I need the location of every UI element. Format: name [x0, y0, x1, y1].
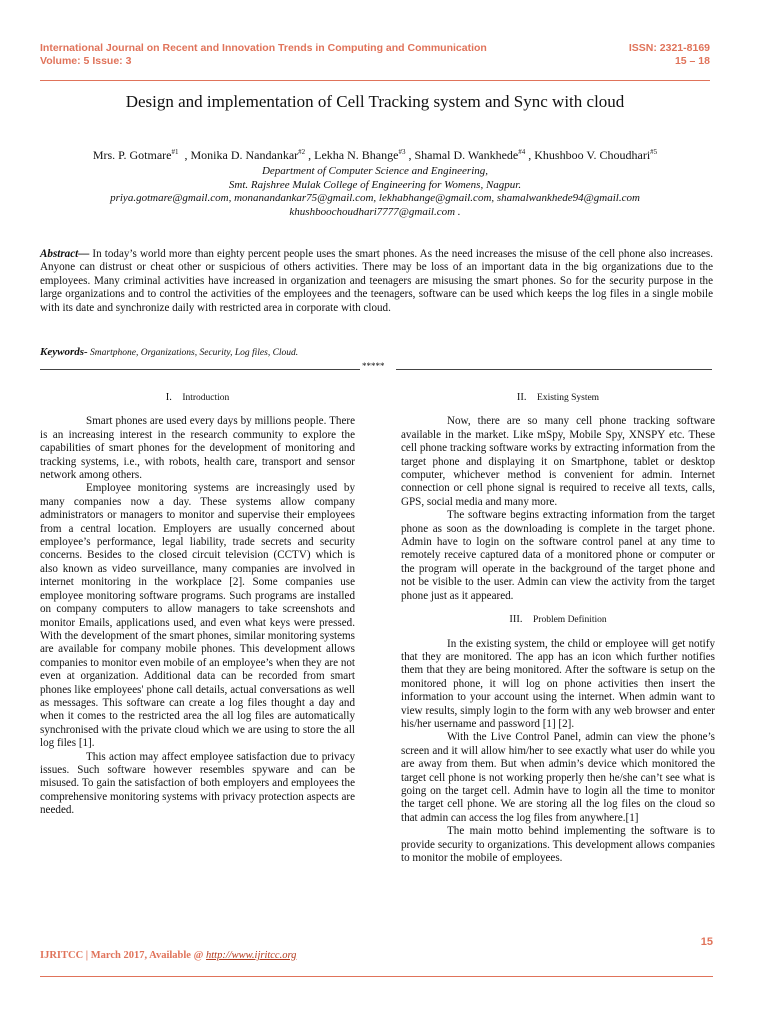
paragraph: Employee monitoring systems are increasingly used by many companies now a day. These systems allow company administrators or managers to monitor and supervise their employees from a central location. Employers are usually concerned about employee’s performance, legal liability, trade secrets and security concerns. Besides to the closed circuit television (CCTV) which is also known as video surveillance, many companies are involved in internet monitoring in the workplace [2]. Some companies use employee monitoring software programs. Such programs are installed on company computers to allow managers to take screenshots and monitor Emails, applications used, and even what keys were pressed. With the development of the smart phones, similar monitoring systems are available for company mobile phones. This development allows companies to monitor even mobile of an employee’s when they are not even at organization. Additional data can be recorded from smart phones like employees' phone call details, actual conversations as well as messages. This software can create a log files thought a day and when it comes to the restricted area the all log files are automatically synchronised with the private cloud which we are using to store the all log files [1]. — [40, 482, 355, 750]
journal-issn-block — [629, 42, 710, 68]
author-list: Mrs. P. Gotmare$^{\#1}$ , Monika D. Nandankar$^{\#2}$ , Lekha N. Bhange$^{\#3}$ , Shamal D. Wankhede$^{\#4}$ , Khushboo V. Choudhari$^{\#5}$ — [92, 148, 658, 162]
paragraph: In the existing system, the child or employee will get notify that they are monitored. The app has an icon which further notifies them that they are being monitored. After the software is setup on the monitored phone, it will log on phone activities then insert the information to your account using the internet. When admin want to view results, simply login to the form with any web browser and enter his/her username and password [1] [2]. — [401, 637, 715, 730]
paragraph: This action may affect employee satisfaction due to privacy issues. Such software however resembles spyware and can be misused. To gain the satisfaction of both employers and employees the comprehensive monitoring systems with privacy protection aspects are needed. — [40, 750, 355, 817]
section-heading-introduction — [40, 391, 355, 405]
section-separator — [40, 360, 712, 372]
author-name: Khushboo V. Choudhari — [534, 148, 651, 162]
abstract-label: Abstract— — [40, 248, 90, 260]
abstract — [40, 248, 713, 315]
journal-volume: Volume: 5 Issue: 3 — [40, 55, 132, 67]
emails-line-1: priya.gotmare@gmail.com, monanandankar75@gmail.com, lekhabhange@gmail.com, shamalwankhede94@gmail.com — [110, 192, 640, 204]
page-number: 15 — [700, 936, 713, 948]
author-name: Lekha N. Bhange — [314, 148, 399, 162]
footer-text: IJRITCC | March 2017, Available @ — [40, 950, 206, 961]
left-column — [40, 391, 355, 818]
page-footer — [40, 950, 296, 961]
section-number: I. — [165, 392, 172, 403]
footer-divider — [40, 976, 713, 977]
paper-title: Design and implementation of Cell Tracking system and Sync with cloud — [125, 92, 625, 111]
author-sup: #4 — [518, 148, 526, 156]
author-sup: #1 — [171, 148, 179, 156]
paragraph: The main motto behind implementing the software is to provide security to organizations. This development allows companies to monitor the mobile of employees. — [401, 825, 715, 864]
separator-stars: ***** — [362, 361, 385, 371]
keywords-text: Smartphone, Organizations, Security, Log files, Cloud. — [87, 348, 299, 358]
keywords — [40, 346, 710, 358]
author-name: Mrs. P. Gotmare — [92, 148, 172, 162]
author-name: Monika D. Nandankar — [190, 148, 299, 162]
separator-line-right — [396, 369, 712, 370]
affiliation-block — [40, 165, 710, 219]
emails-line-2: khushboochoudhari7777@gmail.com . — [289, 205, 461, 218]
keywords-label: Keywords- — [40, 346, 88, 358]
separator-line-left — [40, 369, 360, 370]
journal-header — [40, 42, 487, 68]
section-number: II. — [516, 392, 527, 403]
header-divider — [40, 80, 710, 81]
journal-name: International Journal on Recent and Innovation Trends in Computing and Communication — [40, 42, 487, 54]
abstract-text: In today’s world more than eighty percent people uses the smart phones. As the need increases the misuse of the cell phone also increases. Anyone can distrust or cheat other or suspicious of others activities. There may be loss of an important data in the big organizations due to the employees. Many criminal activities have increased in organization and teenagers are misusing the smart phones. So for the security purpose in the large organizations and to control the activities of the employees and the teenagers, software can be used which keeps the log files in a single mobile with its date and synchronize daily with restricted area in corporate with cloud. — [40, 248, 713, 314]
section-heading-existing-system — [401, 391, 715, 405]
footer-link[interactable]: http://www.ijritcc.org — [206, 950, 297, 961]
section-heading-problem-definition — [401, 613, 715, 627]
author-sup: #2 — [298, 148, 306, 156]
department: Department of Computer Science and Engineering, — [261, 165, 489, 177]
paragraph: With the Live Control Panel, admin can view the phone’s screen and it will allow him/her to see exactly what user do while you are away from them. But when admin’s device which monitored the target cell phone is not working properly then he/she can’t see what is going on the target cell. Admin have to login all the time to monitor the target cell phone. We are storing all the log files on the cloud so that admin can access the log files from anywhere.[1] — [401, 731, 715, 824]
section-number: III. — [509, 614, 523, 626]
author-name: Shamal D. Wankhede — [414, 148, 519, 162]
journal-issn: ISSN: 2321-8169 — [628, 42, 710, 54]
section-title: Problem Definition — [533, 615, 607, 626]
paragraph: Now, there are so many cell phone tracking software available in the market. Like mSpy, Mobile Spy, XNSPY etc. These cell phone tracking software works by extracting information from the target phone and displaying it on Smartphone, tablet or desktop computer, whichever method is convenient for admin. Internet connection or cell phone signal is required to receive all texts, calls, GPS, social media and many more. — [401, 415, 715, 508]
right-column — [401, 391, 715, 865]
college: Smt. Rajshree Mulak College of Engineering for Womens, Nagpur. — [228, 178, 522, 191]
author-sup: #3 — [398, 148, 406, 156]
section-title: Introduction — [182, 393, 230, 403]
author-sup: #5 — [650, 148, 658, 156]
paragraph: Smart phones are used every days by millions people. There is an increasing interest in the research community to explore the capabilities of smart phones for the development of monitoring and tracking systems, i.e., with robots, health care, transport and sensor network among others. — [40, 415, 355, 482]
paragraph: The software begins extracting information from the target phone as soon as the downloading is complete in the target phone. Admin have to login on the software control panel at any time to remotely receive captured data of a monitored phone or computer or the program will operate in the background of the target phone and not be visible to the user. Admin can view the activity from the target phone just as it appeared. — [401, 509, 715, 602]
journal-pages: 15 – 18 — [674, 55, 710, 67]
section-title: Existing System — [537, 393, 600, 403]
